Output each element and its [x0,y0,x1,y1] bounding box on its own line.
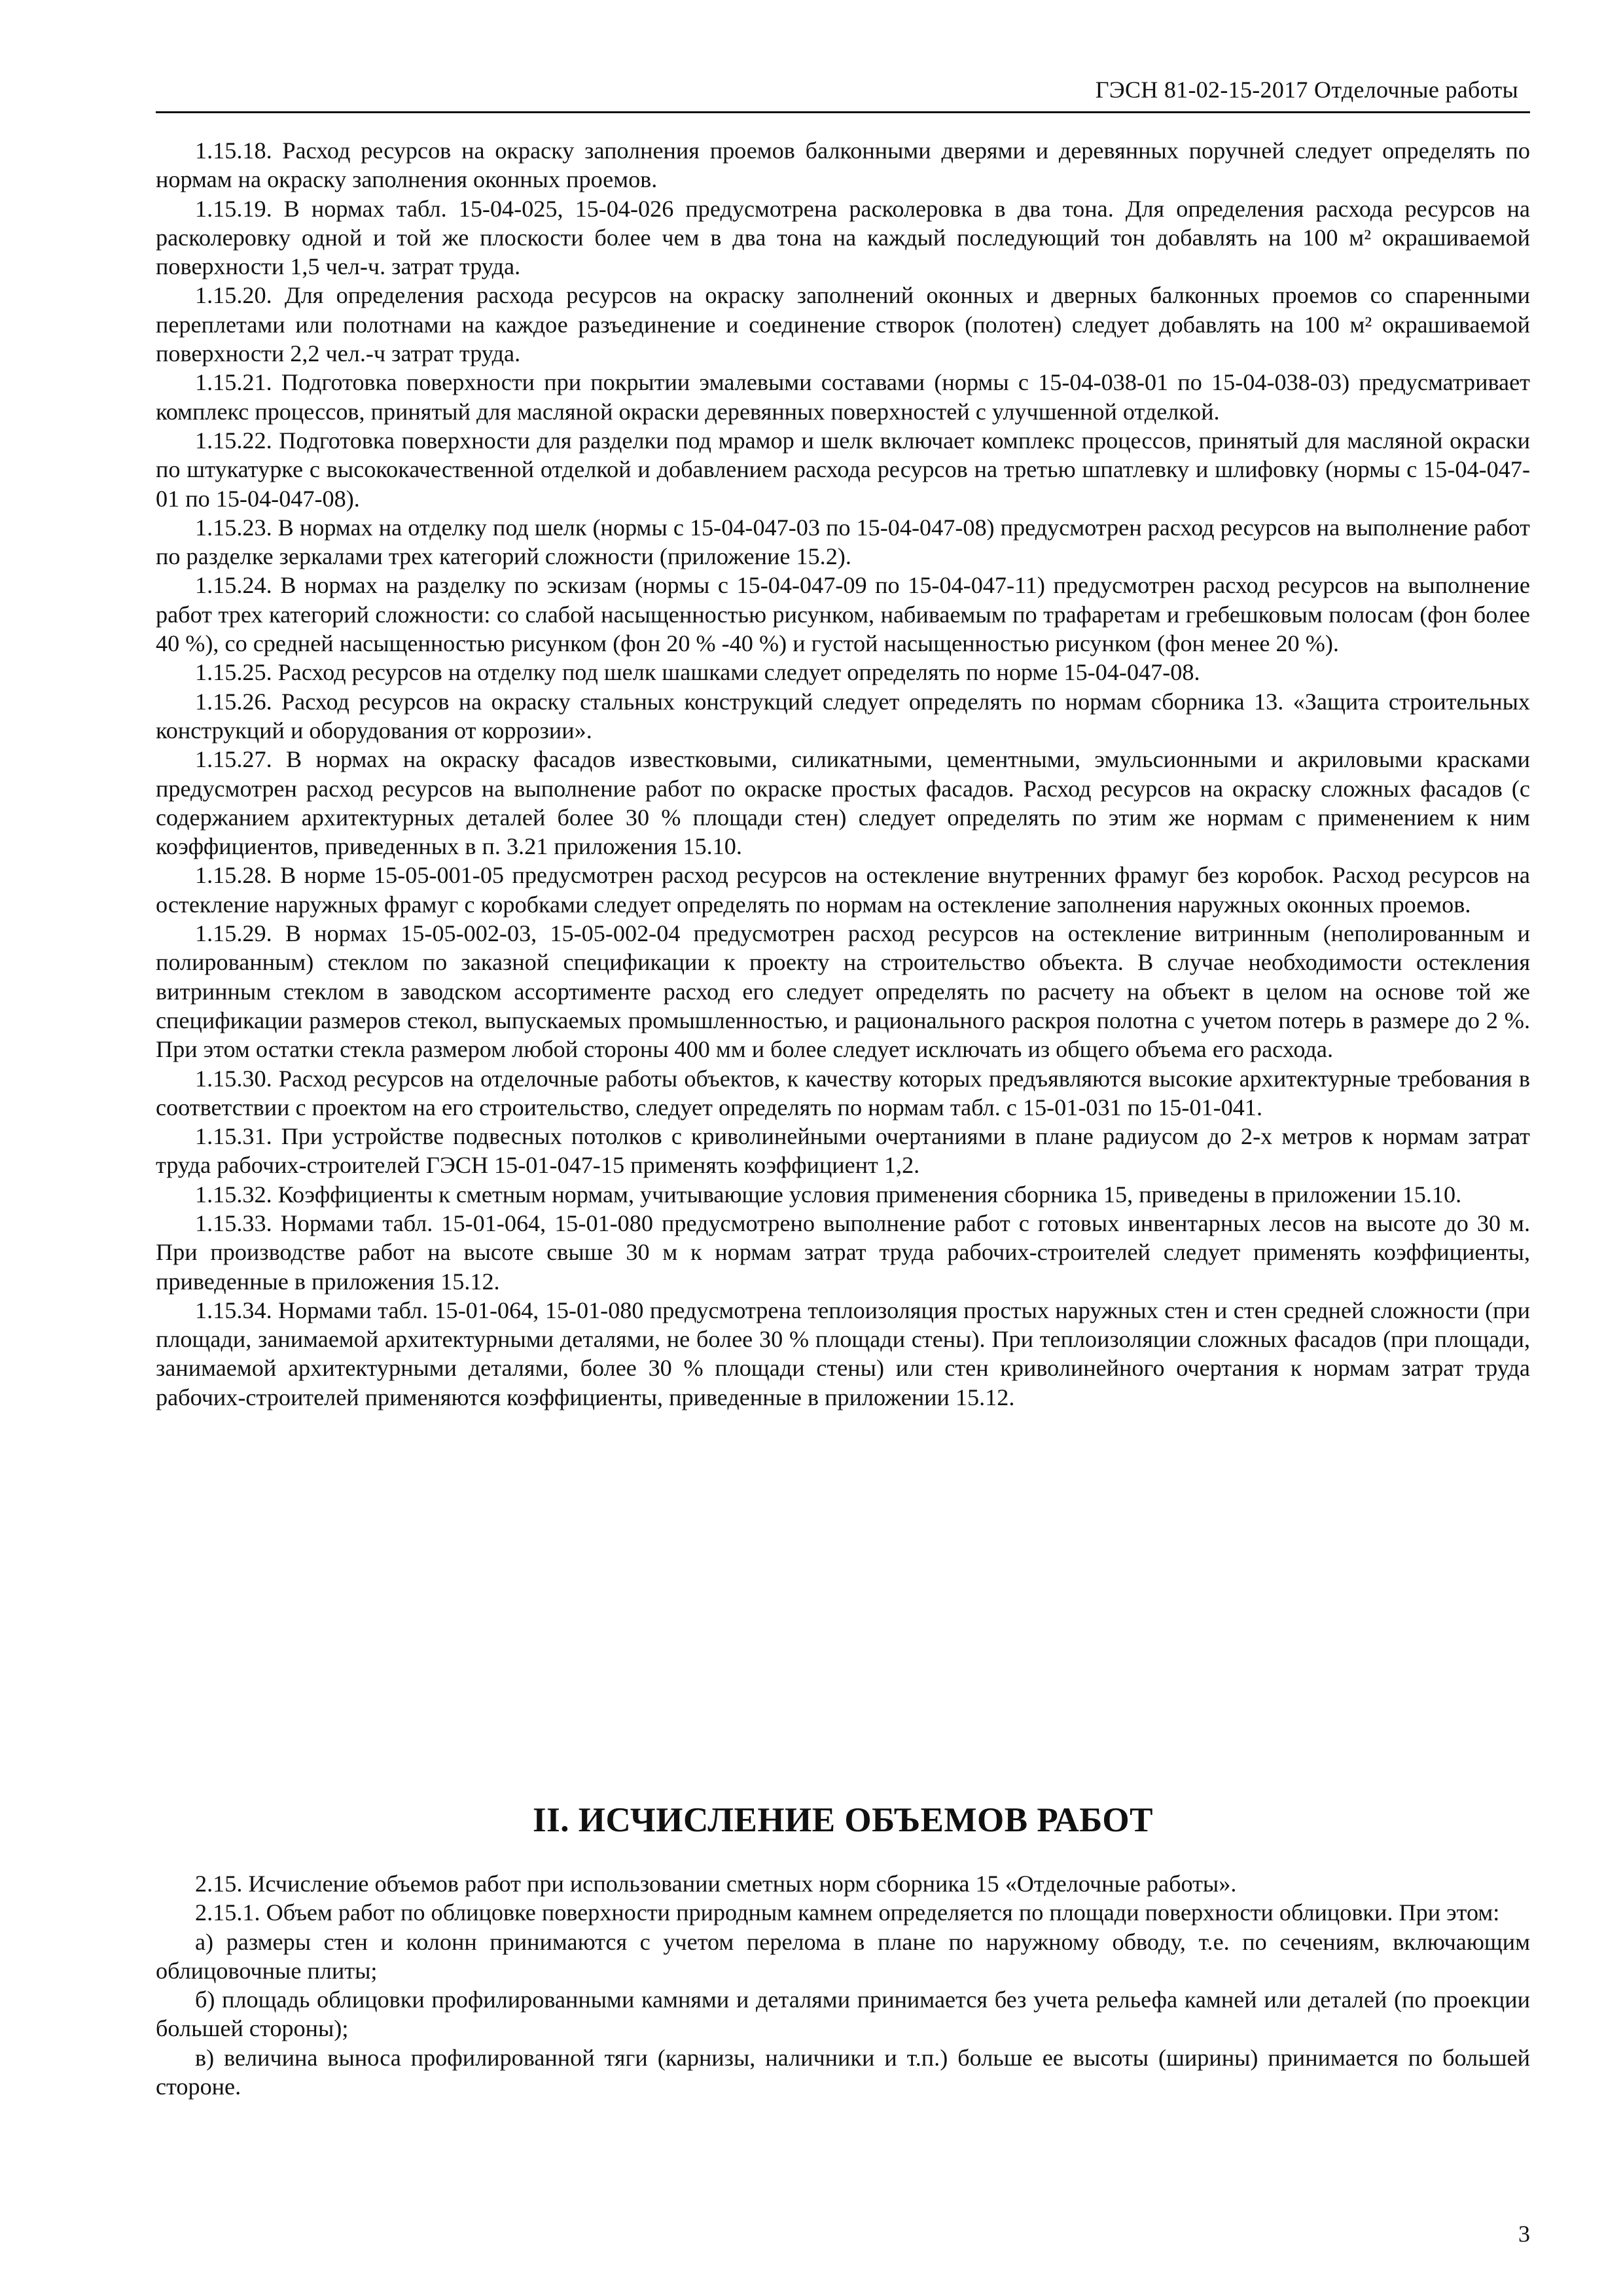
section-1-15-body [156,136,1530,1412]
page-number: 3 [1518,2221,1530,2247]
paragraph-1-15-25: 1.15.25. Расход ресурсов на отделку под шелк шашками следует определять по норме 15-04-047-08. [195,659,1200,686]
list-item-a: а) размеры стен и колонн принимаются с учетом перелома в плане по наружному обводу, т.е. по сечениям, включающим облицовочные плиты; [156,1928,1530,1984]
paragraph-1-15-27: 1.15.27. В нормах на окраску фасадов известковыми, силикатными, цементными, эмульсионными и акриловыми красками предусмотрен расход ресурсов на выполнение работ по окраске простых фасадов. Расход ресурсов на окраску сложных фасадов (с содержанием архитектурных деталей более 30 % площади стен) следует определять по этим же нормам с применением к ним коэффициентов, приведенных в п. 3.21 приложения 15.10. [156,746,1530,860]
page-header [156,73,1530,113]
paragraph-1-15-34: 1.15.34. Нормами табл. 15-01-064, 15-01-080 предусмотрена теплоизоляция простых наружных стен и стен средней сложности (при площади, занимаемой архитектурными деталями, не более 30 % площади стены). При теплоизоляции сложных фасадов (при площади, занимаемой архитектурными деталями, более 30 % площади стены) или стен криволинейного очертания к нормам затрат труда рабочих-строителей применяются коэффициенты, приведенные в приложении 15.12. [156,1297,1530,1410]
paragraph-1-15-31: 1.15.31. При устройстве подвесных потолков с криволинейными очертаниями в плане радиусом до 2-х метров к нормам затрат труда рабочих-строителей ГЭСН 15-01-047-15 применять коэффициент 1,2. [156,1123,1530,1179]
paragraph-1-15-28: 1.15.28. В норме 15-05-001-05 предусмотрен расход ресурсов на остекление внутренних фрамуг без коробок. Расход ресурсов на остекление наружных фрамуг с коробками следует определять по нормам на остекление заполнения наружных оконных проемов. [156,862,1530,918]
paragraph-1-15-18: 1.15.18. Расход ресурсов на окраску заполнения проемов балконными дверями и деревянных поручней следует определять по нормам на окраску заполнения оконных проемов. [156,137,1530,193]
paragraph-1-15-32: 1.15.32. Коэффициенты к сметным нормам, учитывающие условия применения сборника 15, приведены в приложении 15.10. [195,1181,1462,1208]
section-title: II. ИСЧИСЛЕНИЕ ОБЪЕМОВ РАБОТ [532,1801,1154,1839]
paragraph-2-15: 2.15. Исчисление объемов работ при использовании сметных норм сборника 15 «Отделочные работы». [195,1871,1237,1897]
list-item-b: б) площадь облицовки профилированными камнями и деталями принимается без учета рельефа камней или деталей (по проекции большей стороны); [156,1986,1530,2042]
paragraph-1-15-19: 1.15.19. В нормах табл. 15-04-025, 15-04-026 предусмотрена расколеровка в два тона. Для определения расхода ресурсов на расколеровку одной и той же плоскости более чем в два тона на каждый последующий тон добавлять на 100 м² окрашиваемой поверхности 1,5 чел-ч. затрат труда. [156,195,1530,280]
section-2-15-body [156,1869,1530,2101]
paragraph-1-15-26: 1.15.26. Расход ресурсов на окраску стальных конструкций следует определять по нормам сборника 13. «Защита строительных конструкций и оборудования от коррозии». [156,688,1530,744]
paragraph-1-15-33: 1.15.33. Нормами табл. 15-01-064, 15-01-080 предусмотрено выполнение работ с готовых инвентарных лесов на высоте до 30 м. При производстве работ на высоте свыше 30 м к нормам затрат труда рабочих-строителей следует применять коэффициенты, приведенные в приложения 15.12. [156,1210,1530,1295]
paragraph-1-15-30: 1.15.30. Расход ресурсов на отделочные работы объектов, к качеству которых предъявляются высокие архитектурные требования в соответствии с проектом на его строительство, следует определять по нормам табл. с 15-01-031 по 15-01-041. [156,1065,1530,1121]
paragraph-1-15-22: 1.15.22. Подготовка поверхности для разделки под мрамор и шелк включает комплекс процессов, принятый для масляной окраски по штукатурке с высококачественной отделкой и добавлением расхода ресурсов на третью шпатлевку и шлифовку (нормы с 15-04-047-01 по 15-04-047-08). [156,427,1530,512]
paragraph-1-15-24: 1.15.24. В нормах на разделку по эскизам (нормы с 15-04-047-09 по 15-04-047-11) предусмотрен расход ресурсов на выполнение работ трех категорий сложности: со слабой насыщенностью рисунком, набиваемым по трафаретам и гребешковым полосам (фон более 40 %), со средней насыщенностью рисунком (фон 20 % -40 %) и густой насыщенностью рисунком (фон менее 20 %). [156,572,1530,657]
paragraph-1-15-23: 1.15.23. В нормах на отделку под шелк (нормы с 15-04-047-03 по 15-04-047-08) предусмотрен расход ресурсов на выполнение работ по разделке зеркалами трех категорий сложности (приложение 15.2). [156,514,1530,570]
paragraph-1-15-21: 1.15.21. Подготовка поверхности при покрытии эмалевыми составами (нормы с 15-04-038-01 по 15-04-038-03) предусматривает комплекс процессов, принятый для масляной окраски деревянных поверхностей с улучшенной отделкой. [156,369,1530,425]
paragraph-2-15-1: 2.15.1. Объем работ по облицовке поверхности природным камнем определяется по площади поверхности облицовки. При этом: [195,1899,1500,1926]
list-item-v: в) величина выноса профилированной тяги (карнизы, наличники и т.п.) больше ее высоты (ширины) принимается по большей стороне. [156,2044,1530,2100]
paragraph-1-15-20: 1.15.20. Для определения расхода ресурсов на окраску заполнений оконных и дверных балконных проемов со спаренными переплетами или полотнами на каждое разъединение и соединение створок (полотен) следует добавлять на 100 м² окрашиваемой поверхности 2,2 чел.-ч затрат труда. [156,282,1530,367]
paragraph-1-15-29: 1.15.29. В нормах 15-05-002-03, 15-05-002-04 предусмотрен расход ресурсов на остекление витринным (неполированным и полированным) стеклом по заказной спецификации к проекту на строительство объекта. В случае необходимости остекления витринным стеклом в заводском ассортименте расход его следует определять по расчету на объект в целом на основе той же спецификации размеров стекол, выпускаемых промышленностью, и рационального раскроя полотна с учетом потерь в размере до 2 %. При этом остатки стекла размером любой стороны 400 мм и более следует исключать из общего объема его расхода. [156,920,1530,1063]
header-title: ГЭСН 81-02-15-2017 Отделочные работы [1095,77,1518,103]
